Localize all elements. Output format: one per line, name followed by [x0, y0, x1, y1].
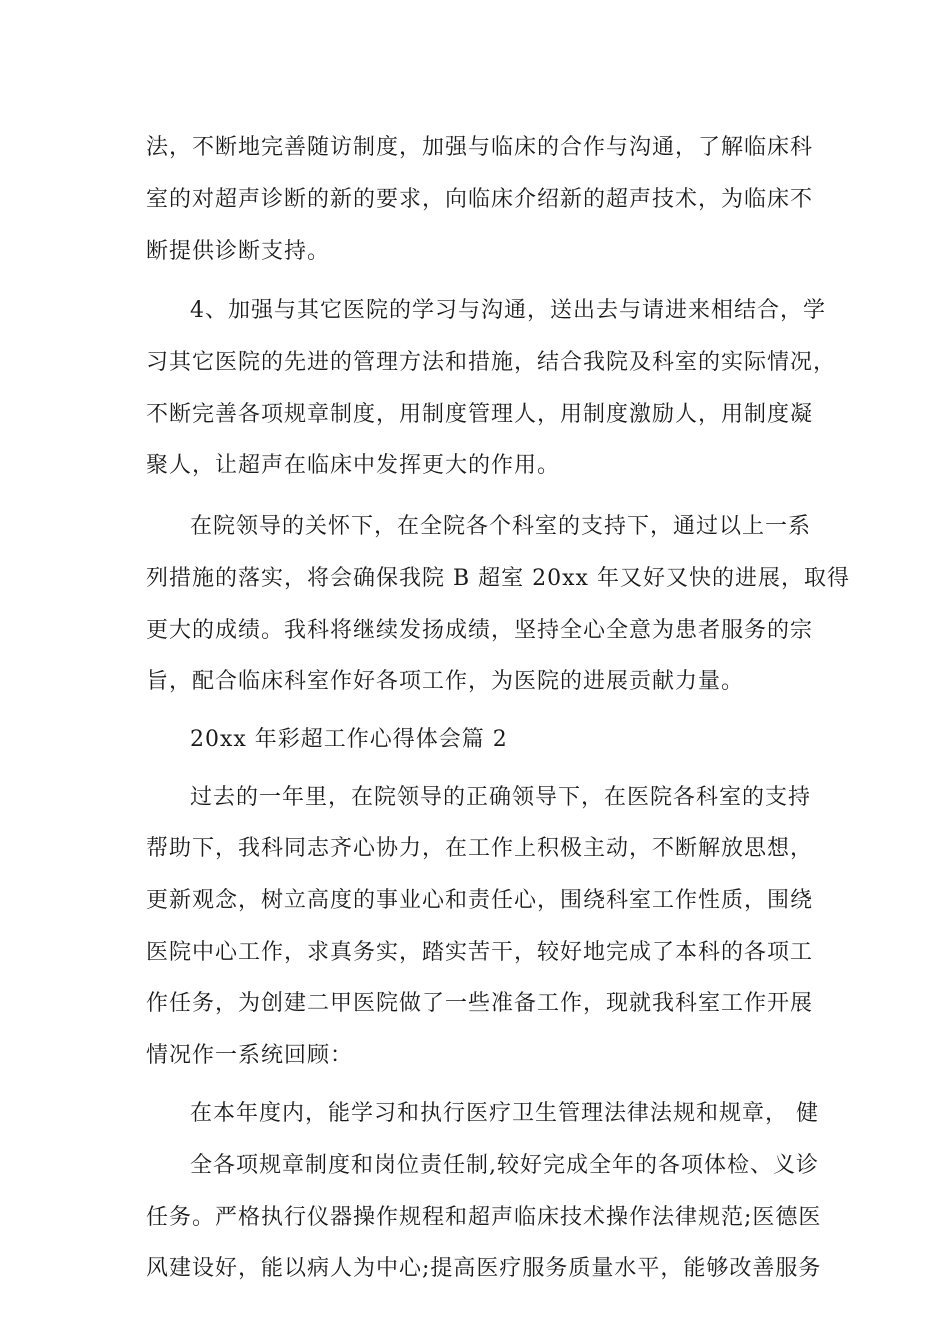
text-line: 聚人，让超声在临床中发挥更大的作用。 — [146, 453, 561, 478]
text-line: 全各项规章制度和岗位责任制,较好完成全年的各项体检、义诊 — [190, 1153, 819, 1178]
text-line: 更新观念，树立高度的事业心和责任心，围绕科室工作性质，围绕 — [146, 888, 814, 913]
text-line: 情况作一系统回顾： — [146, 1043, 354, 1068]
text-line: 帮助下，我科同志齐心协力，在工作上积极主动，不断解放思想， — [146, 836, 814, 861]
paragraph-start-line: 在本年度内，能学习和执行医疗卫生管理法律法规和规章， 健 — [190, 1101, 819, 1126]
paragraph-start-line: 在院领导的关怀下，在全院各个科室的支持下，通过以上一系 — [190, 514, 812, 539]
text-line: 任务。严格执行仪器操作规程和超声临床技术操作法律规范;医德医 — [146, 1205, 822, 1230]
text-line: 风建设好，能以病人为中心;提高医疗服务质量水平，能够改善服务 — [146, 1256, 822, 1281]
paragraph-start-line: 4、加强与其它医院的学习与沟通，送出去与请进来相结合，学 — [190, 298, 826, 323]
text-line: 列措施的落实，将会确保我院 B 超室 20xx 年又好又快的进展，取得 — [146, 566, 850, 591]
section-heading: 20xx 年彩超工作心得体会篇 2 — [190, 727, 508, 752]
text-line: 习其它医院的先进的管理方法和措施，结合我院及科室的实际情况， — [146, 350, 837, 375]
text-line: 作任务，为创建二甲医院做了一些准备工作，现就我科室工作开展 — [146, 991, 814, 1016]
text-line: 断提供诊断支持。 — [146, 239, 331, 264]
text-line: 室的对超声诊断的新的要求，向临床介绍新的超声技术，为临床不 — [146, 187, 814, 212]
text-line: 旨，配合临床科室作好各项工作，为医院的进展贡献力量。 — [146, 669, 745, 694]
text-line: 不断完善各项规章制度，用制度管理人，用制度激励人，用制度凝 — [146, 402, 814, 427]
paragraph-start-line: 过去的一年里，在院领导的正确领导下，在医院各科室的支持 — [190, 785, 812, 810]
text-line: 法，不断地完善随访制度，加强与临床的合作与沟通，了解临床科 — [146, 135, 814, 160]
text-line: 医院中心工作，求真务实，踏实苦干，较好地完成了本科的各项工 — [146, 940, 814, 965]
text-line: 更大的成绩。我科将继续发扬成绩，坚持全心全意为患者服务的宗 — [146, 618, 814, 643]
